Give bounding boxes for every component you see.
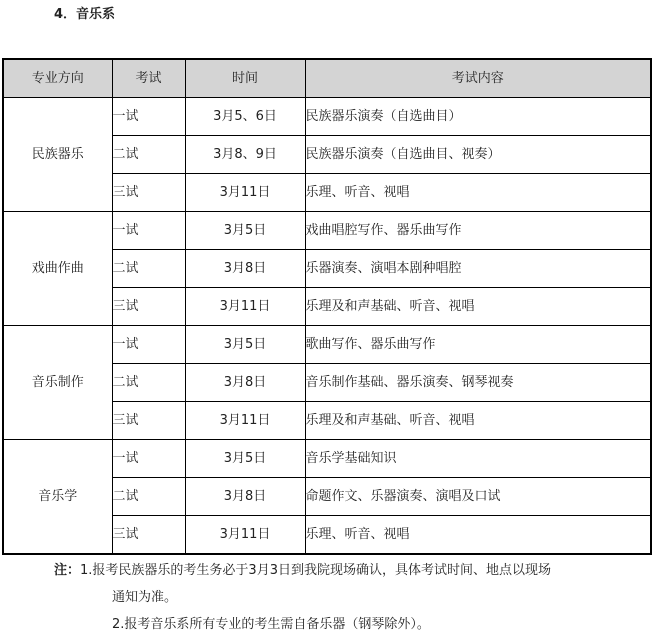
round-cell: 二试 bbox=[112, 136, 185, 174]
table-row bbox=[3, 440, 651, 478]
note-text-1: 1.报考民族器乐的考生务必于3月3日到我院现场确认，具体考试时间、地点以现场 bbox=[80, 563, 551, 578]
section-heading: 4．音乐系 bbox=[54, 7, 116, 22]
content-cell: 乐理及和声基础、听音、视唱 bbox=[305, 288, 651, 326]
date-cell: 3月5日 bbox=[185, 326, 305, 364]
content-cell: 乐器演奏、演唱本剧种唱腔 bbox=[305, 250, 651, 288]
round-cell: 三试 bbox=[112, 516, 185, 555]
round-cell: 一试 bbox=[112, 212, 185, 250]
round-cell: 三试 bbox=[112, 402, 185, 440]
content-cell: 音乐学基础知识 bbox=[305, 440, 651, 478]
content-cell: 乐理及和声基础、听音、视唱 bbox=[305, 402, 651, 440]
note-line-2 bbox=[54, 615, 551, 642]
date-cell: 3月8日 bbox=[185, 478, 305, 516]
note-text-1-cont: 通知为准。 bbox=[112, 590, 178, 605]
date-cell: 3月8、9日 bbox=[185, 136, 305, 174]
content-cell: 民族器乐演奏（自选曲目、视奏） bbox=[305, 136, 651, 174]
content-cell: 乐理、听音、视唱 bbox=[305, 516, 651, 555]
round-cell: 二试 bbox=[112, 478, 185, 516]
content-cell: 民族器乐演奏（自选曲目） bbox=[305, 98, 651, 136]
major-cell: 戏曲作曲 bbox=[3, 212, 112, 326]
content-cell: 戏曲唱腔写作、器乐曲写作 bbox=[305, 212, 651, 250]
header-round: 考试 bbox=[112, 59, 185, 98]
major-cell: 音乐学 bbox=[3, 440, 112, 555]
date-cell: 3月11日 bbox=[185, 402, 305, 440]
content-cell: 乐理、听音、视唱 bbox=[305, 174, 651, 212]
date-cell: 3月11日 bbox=[185, 174, 305, 212]
table-row bbox=[3, 212, 651, 250]
round-cell: 一试 bbox=[112, 98, 185, 136]
note-text-2: 2.报考音乐系所有专业的考生需自备乐器（钢琴除外）。 bbox=[112, 617, 430, 632]
round-cell: 一试 bbox=[112, 326, 185, 364]
date-cell: 3月5日 bbox=[185, 440, 305, 478]
round-cell: 三试 bbox=[112, 288, 185, 326]
round-cell: 二试 bbox=[112, 364, 185, 402]
date-cell: 3月8日 bbox=[185, 250, 305, 288]
content-cell: 音乐制作基础、器乐演奏、钢琴视奏 bbox=[305, 364, 651, 402]
round-cell: 一试 bbox=[112, 440, 185, 478]
date-cell: 3月8日 bbox=[185, 364, 305, 402]
note-line-1 bbox=[54, 561, 551, 588]
table-row bbox=[3, 98, 651, 136]
note-label: 注： bbox=[54, 563, 81, 578]
exam-schedule-table bbox=[2, 58, 652, 555]
date-cell: 3月11日 bbox=[185, 516, 305, 555]
content-cell: 歌曲写作、器乐曲写作 bbox=[305, 326, 651, 364]
header-date: 时间 bbox=[185, 59, 305, 98]
notes-block bbox=[54, 561, 551, 642]
table-row bbox=[3, 326, 651, 364]
round-cell: 二试 bbox=[112, 250, 185, 288]
round-cell: 三试 bbox=[112, 174, 185, 212]
table-header-row bbox=[3, 59, 651, 98]
header-content: 考试内容 bbox=[305, 59, 651, 98]
major-cell: 民族器乐 bbox=[3, 98, 112, 212]
header-major: 专业方向 bbox=[3, 59, 112, 98]
note-line-1-continued bbox=[54, 588, 551, 615]
date-cell: 3月5、6日 bbox=[185, 98, 305, 136]
date-cell: 3月11日 bbox=[185, 288, 305, 326]
content-cell: 命题作文、乐器演奏、演唱及口试 bbox=[305, 478, 651, 516]
date-cell: 3月5日 bbox=[185, 212, 305, 250]
major-cell: 音乐制作 bbox=[3, 326, 112, 440]
